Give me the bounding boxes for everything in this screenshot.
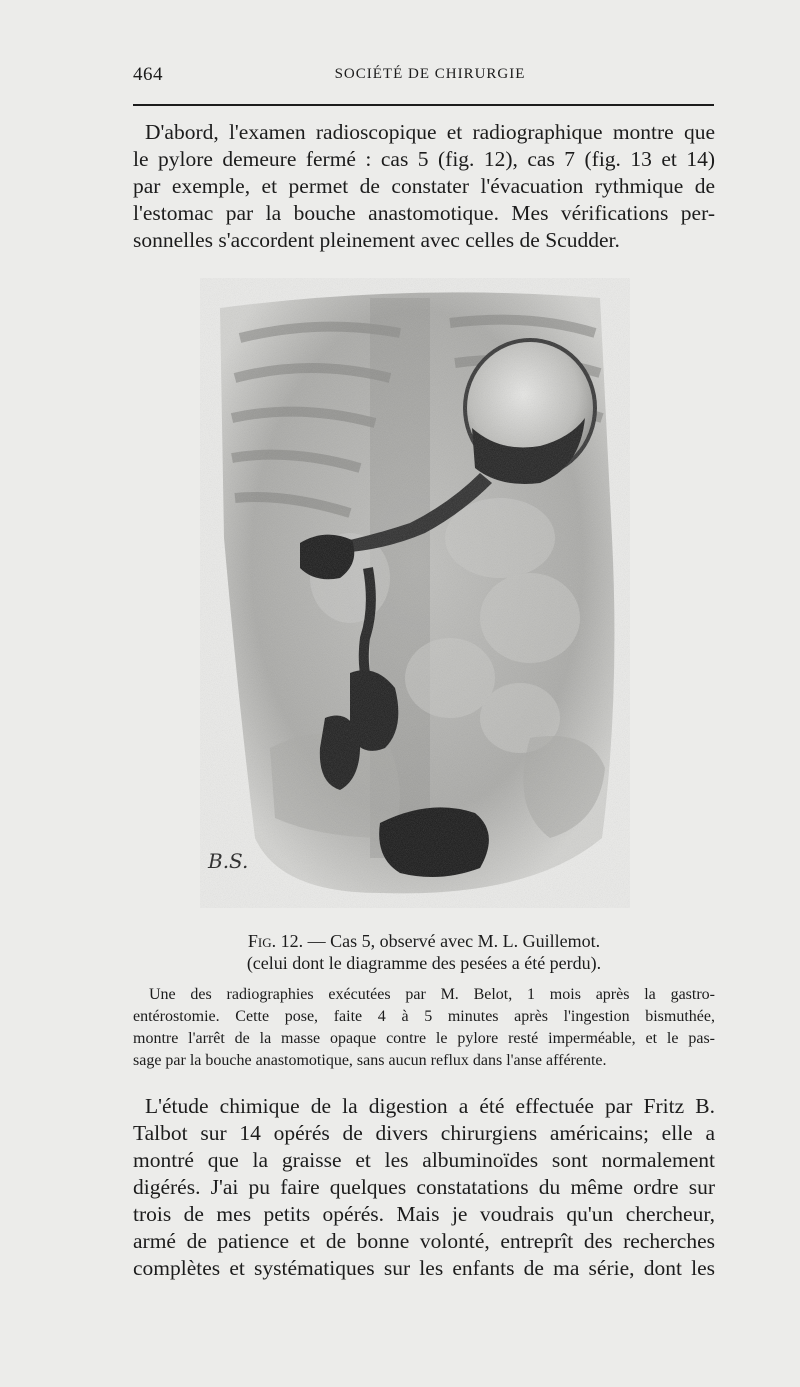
text-line: montré que la graisse et les albuminoïdes sont normalement xyxy=(133,1148,715,1172)
text-line: armé de patience et de bonne volonté, entreprît des recherches xyxy=(133,1229,715,1253)
figure-label: Fig. 12. xyxy=(247,931,304,951)
running-title: SOCIÉTÉ DE CHIRURGIE xyxy=(334,66,526,82)
caption-title-rest: — Cas 5, observé avec M. L. Guillemot. xyxy=(303,931,601,951)
caption-line: entérostomie. Cette pose, faite 4 à 5 minutes après l'ingestion bismuthée, xyxy=(133,1008,715,1025)
paragraph-1 xyxy=(133,119,715,254)
text-line: digérés. J'ai pu faire quelques constatations du même ordre sur xyxy=(133,1175,715,1199)
text-line: trois de mes petits opérés. Mais je voudrais qu'un chercheur, xyxy=(133,1202,715,1226)
caption-line: Une des radiographies exécutées par M. Belot, 1 mois après la gastro- xyxy=(149,986,715,1003)
figure-caption-title xyxy=(133,930,715,974)
caption-title-line-2: (celui dont le diagramme des pesées a été perdu). xyxy=(246,953,602,973)
radiograph-figure xyxy=(200,278,630,908)
artist-monogram: B.S. xyxy=(208,849,249,873)
header-rule xyxy=(133,104,714,106)
text-line: sonnelles s'accordent pleinement avec celles de Scudder. xyxy=(133,228,620,252)
text-line: complètes et systématiques sur les enfants de ma série, dont les xyxy=(133,1256,715,1280)
text-line: l'estomac par la bouche anastomotique. Mes vérifications per- xyxy=(133,201,715,225)
text-line: D'abord, l'examen radioscopique et radiographique montre que xyxy=(145,120,715,144)
text-line: Talbot sur 14 opérés de divers chirurgiens américains; elle a xyxy=(133,1121,715,1145)
page-number: 464 xyxy=(133,64,163,85)
figure-caption-body xyxy=(133,984,715,1072)
paragraph-2 xyxy=(133,1093,715,1282)
text-line: le pylore demeure fermé : cas 5 (fig. 12), cas 7 (fig. 13 et 14) xyxy=(133,147,715,171)
text-line: par exemple, et permet de constater l'évacuation rythmique de xyxy=(133,174,715,198)
text-line: L'étude chimique de la digestion a été effectuée par Fritz B. xyxy=(145,1094,715,1118)
caption-line: sage par la bouche anastomotique, sans aucun reflux dans l'anse afférente. xyxy=(133,1052,607,1069)
caption-line: montre l'arrêt de la masse opaque contre le pylore resté imperméable, et le pas- xyxy=(133,1030,715,1047)
